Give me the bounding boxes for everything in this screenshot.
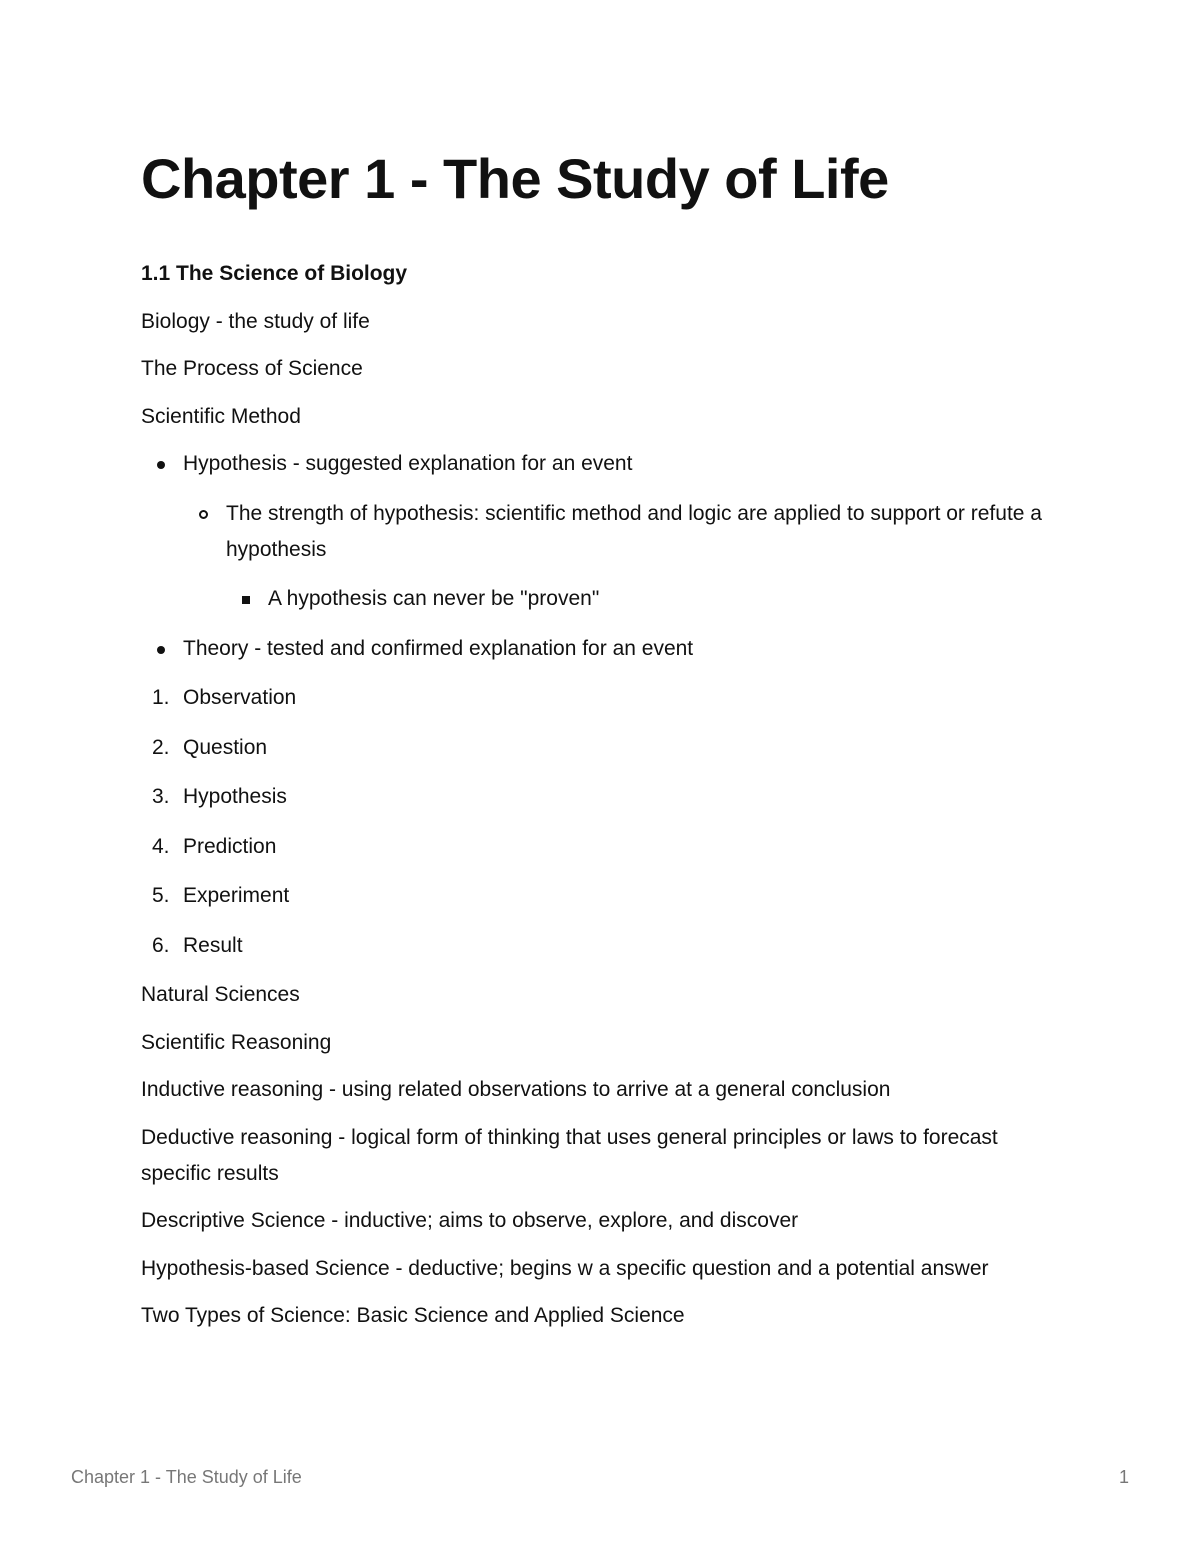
step-label: Experiment bbox=[183, 884, 290, 907]
step-number: 6. bbox=[152, 933, 170, 957]
bullet-hypothesis-strength bbox=[141, 496, 1071, 568]
step-result bbox=[141, 928, 1071, 964]
step-number: 3. bbox=[152, 785, 170, 808]
document-body bbox=[141, 256, 1071, 1346]
bullet-text: Theory - tested and confirmed explanation for an event bbox=[183, 636, 694, 660]
paragraph-biology-definition: Biology - the study of life bbox=[141, 309, 370, 333]
paragraph-scientific-method: Scientific Method bbox=[141, 404, 301, 428]
bullet-text: Hypothesis - suggested explanation for an event bbox=[183, 452, 633, 475]
paragraph-process-of-science: The Process of Science bbox=[141, 357, 363, 380]
circle-bullet-icon bbox=[199, 510, 208, 519]
paragraph-descriptive-science: Descriptive Science - inductive; aims to observe, explore, and discover bbox=[141, 1209, 799, 1232]
footer-title: Chapter 1 - The Study of Life bbox=[71, 1467, 302, 1487]
step-question bbox=[141, 730, 1071, 766]
paragraph-hypothesis-based-science: Hypothesis-based Science - deductive; begins w a specific question and a potential answer bbox=[141, 1256, 989, 1280]
page-title: Chapter 1 - The Study of Life bbox=[141, 147, 889, 210]
bullet-hypothesis bbox=[141, 446, 1071, 482]
bullet-text: The strength of hypothesis: scientific method and logic are applied to support or refute a hypothesis bbox=[226, 501, 1042, 561]
step-label: Hypothesis bbox=[183, 785, 287, 808]
disc-bullet-icon bbox=[157, 461, 165, 469]
paragraph-deductive-reasoning: Deductive reasoning - logical form of thinking that uses general principles or laws to forecast specific results bbox=[141, 1125, 998, 1185]
step-label: Question bbox=[183, 735, 268, 759]
bullet-text: A hypothesis can never be "proven" bbox=[268, 587, 600, 610]
step-prediction bbox=[141, 829, 1071, 865]
step-number: 2. bbox=[152, 735, 170, 759]
bullet-theory bbox=[141, 631, 1071, 667]
section-heading: 1.1 The Science of Biology bbox=[141, 262, 408, 285]
page-number: 1 bbox=[1118, 1467, 1129, 1487]
paragraph-natural-sciences: Natural Sciences bbox=[141, 983, 300, 1006]
step-label: Result bbox=[183, 933, 243, 957]
square-bullet-icon bbox=[242, 596, 250, 604]
step-number: 4. bbox=[152, 834, 170, 858]
paragraph-two-types-of-science: Two Types of Science: Basic Science and Applied Science bbox=[141, 1304, 685, 1327]
step-number: 5. bbox=[152, 884, 170, 907]
paragraph-scientific-reasoning: Scientific Reasoning bbox=[141, 1030, 332, 1054]
step-label: Prediction bbox=[183, 834, 277, 858]
step-label: Observation bbox=[183, 686, 297, 709]
step-experiment bbox=[141, 878, 1071, 914]
step-observation bbox=[141, 680, 1071, 716]
step-number: 1. bbox=[152, 686, 170, 709]
bullet-never-proven bbox=[141, 581, 1071, 617]
paragraph-inductive-reasoning: Inductive reasoning - using related observations to arrive at a general conclusion bbox=[141, 1078, 891, 1101]
disc-bullet-icon bbox=[157, 646, 165, 654]
step-hypothesis bbox=[141, 779, 1071, 815]
